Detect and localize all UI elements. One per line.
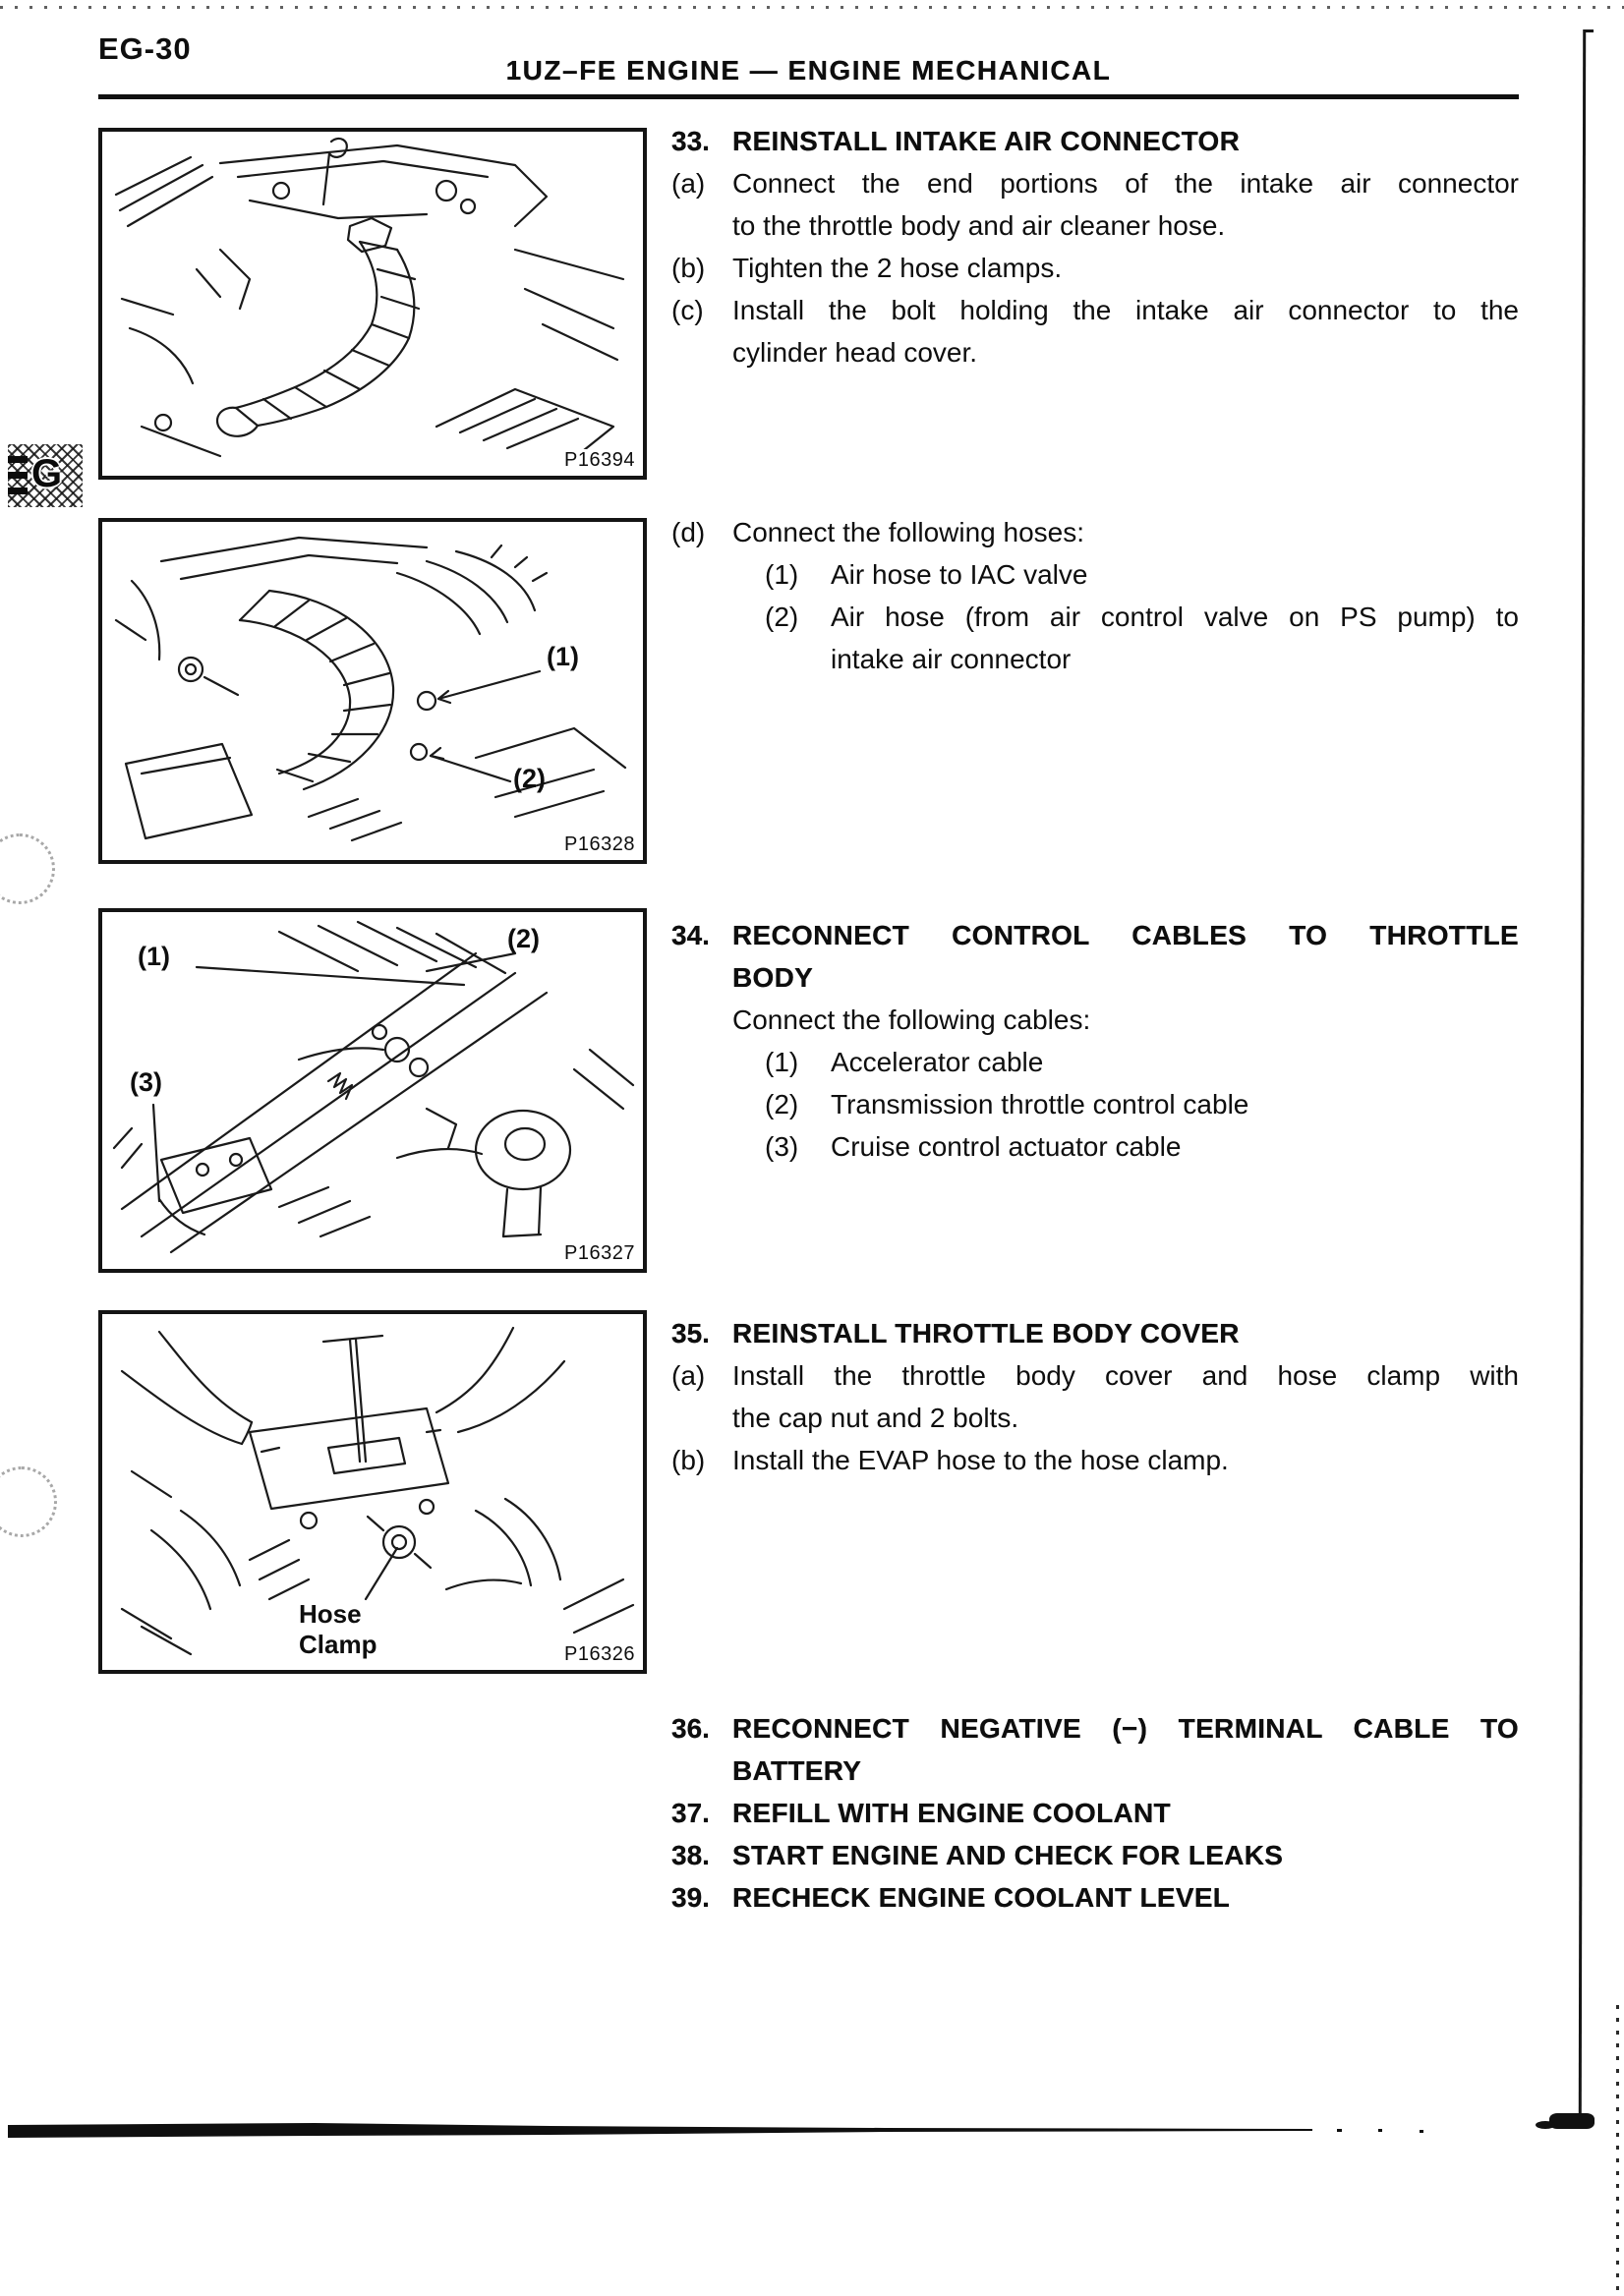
- step-34-intro: Connect the following cables:: [732, 1004, 1091, 1035]
- callout-1: (1): [547, 642, 579, 671]
- step-38: [671, 1834, 1519, 1876]
- step-title: REINSTALL THROTTLE BODY COVER: [732, 1318, 1240, 1349]
- punch-hole-artifact: [0, 833, 55, 904]
- subitem-text: Accelerator cable: [831, 1047, 1044, 1077]
- subitem-text: Cruise control actuator cable: [831, 1131, 1182, 1162]
- step-34-1: [671, 1041, 1519, 1083]
- text-line: to the throttle body and air cleaner hose.: [732, 210, 1226, 241]
- tab-bar: [8, 472, 28, 479]
- text-line: Install the throttle body cover and hose clamp with: [732, 1360, 1519, 1391]
- subitem-label: (2): [765, 1089, 799, 1119]
- text-line: Air hose (from air control valve on PS pump) to: [831, 602, 1519, 632]
- tab-letter: G: [31, 452, 63, 495]
- step-title: REFILL WITH ENGINE COOLANT: [732, 1798, 1171, 1828]
- figure-control-cables: [98, 908, 647, 1273]
- item-label: (b): [671, 253, 706, 283]
- hose-clamp-label-line1: Hose: [299, 1599, 362, 1629]
- figure-code: P16328: [560, 833, 635, 856]
- step-33c: [671, 289, 1519, 373]
- text-line: cylinder head cover.: [732, 337, 978, 368]
- step-35a: [671, 1354, 1519, 1439]
- step-number: 38.: [671, 1840, 710, 1870]
- figure-code: P16394: [560, 449, 635, 472]
- subitem-text: Air hose to IAC valve: [831, 559, 1088, 590]
- item-text: Install the EVAP hose to the hose clamp.: [732, 1445, 1229, 1475]
- step-number: 35.: [671, 1318, 710, 1349]
- step-33d: [671, 511, 1519, 680]
- engine-line-art: [102, 522, 643, 860]
- step-number: 39.: [671, 1882, 710, 1913]
- step-33: [671, 120, 1519, 373]
- figure-air-hoses: [98, 518, 647, 864]
- step-title: [732, 1707, 1519, 1792]
- figure-throttle-body-cover: [98, 1310, 647, 1674]
- step-number: 34.: [671, 920, 710, 950]
- step-33d-2: [671, 596, 1519, 680]
- step-34-heading: [671, 914, 1519, 999]
- scan-edge-hook: [1584, 29, 1594, 32]
- figure-code: P16327: [560, 1242, 635, 1265]
- step-33a: [671, 162, 1519, 247]
- text-line: Connect the end portions of the intake air connector: [732, 168, 1519, 199]
- item-text: Connect the following hoses:: [732, 517, 1084, 547]
- step-title: RECHECK ENGINE COOLANT LEVEL: [732, 1882, 1231, 1913]
- tab-bar: [8, 488, 28, 494]
- step-39: [671, 1876, 1519, 1919]
- text-line: intake air connector: [831, 644, 1072, 674]
- page-number: EG-30: [98, 31, 192, 66]
- figure-code: P16326: [560, 1643, 635, 1666]
- step-number: 33.: [671, 126, 710, 156]
- subitem-label: (2): [765, 602, 799, 632]
- item-label: (a): [671, 1360, 706, 1391]
- engine-line-art: [102, 912, 643, 1269]
- item-text: [732, 1354, 1519, 1439]
- step-33d-1: [671, 553, 1519, 596]
- item-label: (b): [671, 1445, 706, 1475]
- item-label: (d): [671, 517, 706, 547]
- punch-hole-artifact: [0, 1466, 57, 1537]
- header-rule: [98, 94, 1519, 99]
- step-33d-heading: [671, 511, 1519, 553]
- section-tab-eg: [8, 444, 83, 507]
- subitem-label: (1): [765, 559, 799, 590]
- figure-intake-air-connector: [98, 128, 647, 480]
- step-35-heading: [671, 1312, 1519, 1354]
- step-33-heading: [671, 120, 1519, 162]
- step-title: START ENGINE AND CHECK FOR LEAKS: [732, 1840, 1284, 1870]
- step-35: [671, 1312, 1519, 1481]
- page-title: 1UZ–FE ENGINE — ENGINE MECHANICAL: [505, 55, 1112, 86]
- item-text: [732, 289, 1519, 373]
- engine-line-art: [102, 132, 643, 476]
- step-33b: [671, 247, 1519, 289]
- step-36: [671, 1707, 1519, 1792]
- scan-edge-line: [1579, 29, 1586, 2117]
- callout-2: (2): [513, 764, 546, 793]
- step-34-3: [671, 1125, 1519, 1168]
- text-line: Install the bolt holding the intake air connector to the: [732, 295, 1519, 325]
- subitem-text: [831, 596, 1519, 680]
- hose-clamp-label: [299, 1599, 377, 1660]
- item-text: Tighten the 2 hose clamps.: [732, 253, 1063, 283]
- scan-bottom-bar: [0, 2113, 1624, 2152]
- text-line: BODY: [732, 962, 814, 993]
- text-line: RECONNECT NEGATIVE (−) TERMINAL CABLE TO: [732, 1713, 1519, 1744]
- subitem-text: Transmission throttle control cable: [831, 1089, 1249, 1119]
- subitem-label: (3): [765, 1131, 799, 1162]
- callout-2: (2): [507, 924, 540, 953]
- step-34: [671, 914, 1519, 1168]
- tab-bar: [8, 456, 28, 463]
- subitem-label: (1): [765, 1047, 799, 1077]
- callout-3: (3): [130, 1067, 162, 1097]
- step-number: 37.: [671, 1798, 710, 1828]
- step-title: [732, 914, 1519, 999]
- perforation-dots-top: [0, 6, 1624, 9]
- callout-1: (1): [138, 942, 170, 971]
- steps-36-39: [671, 1707, 1519, 1919]
- text-line: the cap nut and 2 bolts.: [732, 1403, 1019, 1433]
- step-34-2: [671, 1083, 1519, 1125]
- step-37: [671, 1792, 1519, 1834]
- text-line: RECONNECT CONTROL CABLES TO THROTTLE: [732, 920, 1519, 950]
- item-label: (c): [671, 295, 704, 325]
- step-35b: [671, 1439, 1519, 1481]
- item-label: (a): [671, 168, 706, 199]
- text-line: BATTERY: [732, 1755, 862, 1786]
- item-text: [732, 162, 1519, 247]
- hose-clamp-label-line2: Clamp: [299, 1630, 377, 1659]
- step-title: REINSTALL INTAKE AIR CONNECTOR: [732, 126, 1241, 156]
- step-number: 36.: [671, 1713, 710, 1744]
